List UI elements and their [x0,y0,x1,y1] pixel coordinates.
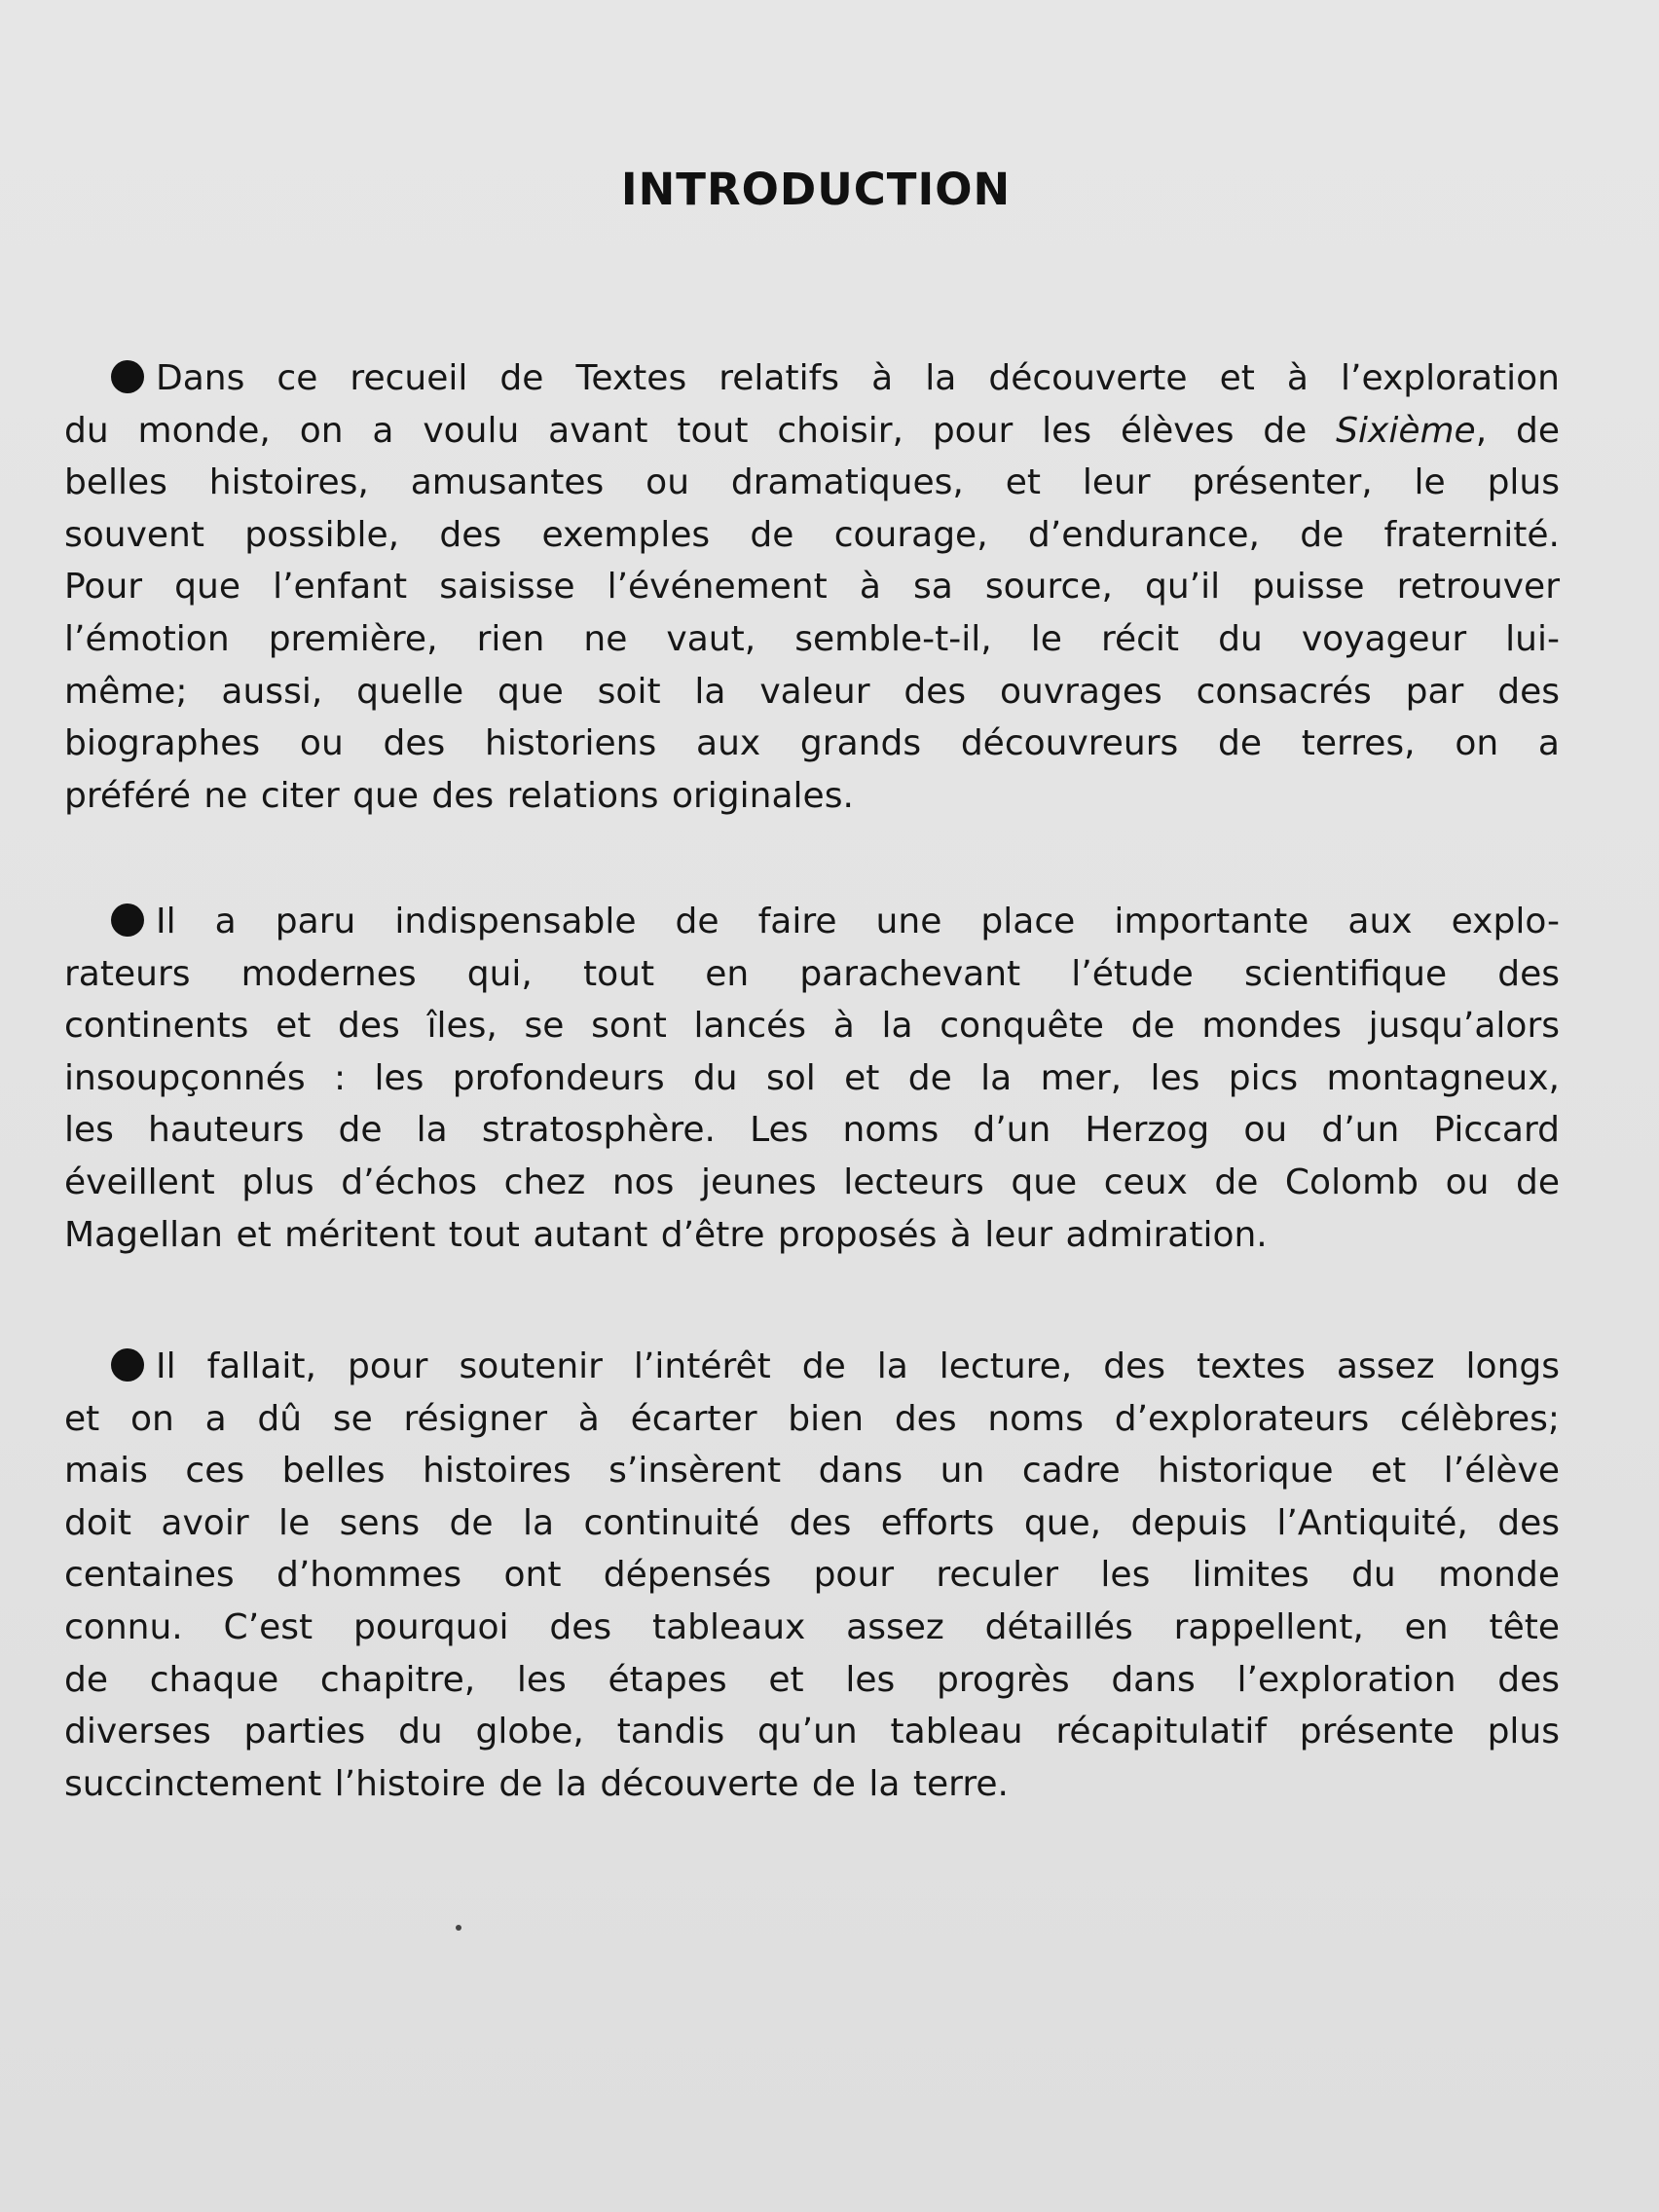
bullet-icon [111,360,144,393]
paragraph-line: éveillent plus d’échos chez nos jeunes lecteurs que ceux de Colomb ou de [64,1161,1560,1202]
paragraph-line: même; aussi, quelle que soit la valeur des ouvrages consacrés par des [64,671,1560,712]
paragraph-line: biographes ou des historiens aux grands découvreurs de terres, on a [64,723,1560,764]
paragraph-line: continents et des îles, se sont lancés à la conquête de mondes jusqu’alors [64,1006,1560,1047]
paragraph-line: diverses parties du globe, tandis qu’un tableau récapitulatif présente plus [64,1712,1560,1752]
paragraph-line: et on a dû se résigner à écarter bien des noms d’explorateurs célèbres; [64,1398,1560,1439]
paragraph-line: Magellan et méritent tout autant d’être proposés à leur admiration. [64,1214,1268,1255]
paragraph-line: belles histoires, amusantes ou dramatiques, et leur présenter, le plus [64,462,1560,503]
paragraph-line: de chaque chapitre, les étapes et les progrès dans l’exploration des [64,1659,1560,1700]
paragraph-line: du monde, on a voulu avant tout choisir, pour les élèves de Sixième, de [64,410,1561,451]
paragraph-2 [64,896,1560,1261]
paragraph-line: insoupçonnés : les profondeurs du sol et de la mer, les pics montagneux, [64,1057,1560,1098]
paragraph-line: l’émotion première, rien ne vaut, semble-t-il, le récit du voyageur lui- [64,618,1560,659]
paragraph-line: doit avoir le sens de la continuité des efforts que, depuis l’Antiquité, des [64,1502,1560,1543]
paper-speck [456,1925,461,1931]
paragraph-line: souvent possible, des exemples de courage, d’endurance, de fraternité. [64,514,1560,555]
paragraph-line: succinctement l’histoire de la découverte de la terre. [64,1763,1009,1804]
paragraph-line: Il a paru indispensable de faire une place importante aux explo- [64,896,1560,948]
paragraph-line: préféré ne citer que des relations originales. [64,775,854,816]
paragraph-line: Pour que l’enfant saisisse l’événement à sa source, qu’il puisse retrouver [64,567,1560,608]
paragraph-line: centaines d’hommes ont dépensés pour reculer les limites du monde [64,1555,1560,1596]
italic-word: Sixième [1336,410,1476,451]
paragraph-line: Dans ce recueil de Textes relatifs à la découverte et à l’exploration [64,352,1560,405]
page-title: INTRODUCTION [620,164,1012,215]
paragraph-1 [64,352,1560,822]
bullet-icon [111,903,144,937]
paragraph-line: Il fallait, pour soutenir l’intérêt de la lecture, des textes assez longs [64,1341,1560,1393]
paragraph-line: connu. C’est pourquoi des tableaux assez détaillés rappellent, en tête [64,1606,1560,1647]
paragraph-line: les hauteurs de la stratosphère. Les noms d’un Herzog ou d’un Piccard [64,1110,1560,1151]
paragraph-line: rateurs modernes qui, tout en parachevant l’étude scientifique des [64,953,1560,994]
bullet-icon [111,1348,144,1382]
paragraph-line: mais ces belles histoires s’insèrent dans un cadre historique et l’élève [64,1451,1560,1492]
paragraph-3 [64,1341,1560,1810]
